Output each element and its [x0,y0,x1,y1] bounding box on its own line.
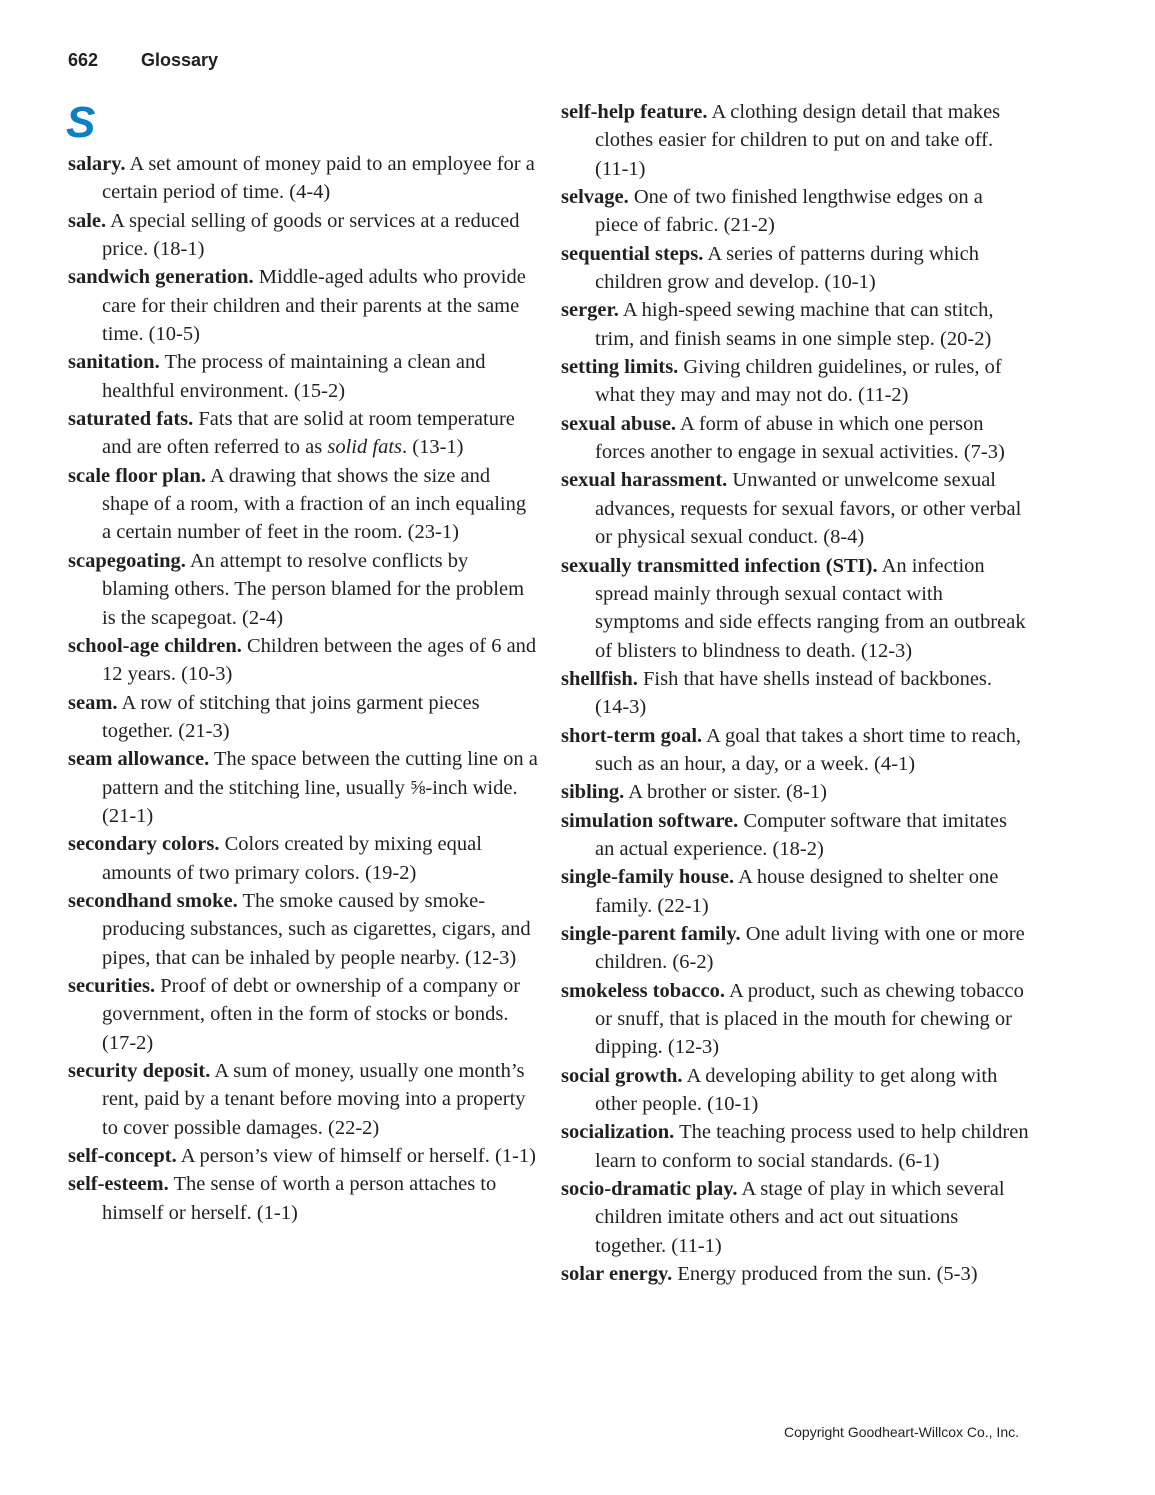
glossary-definition: A set amount of money paid to an employee for a certain period of time. (4-4) [102,153,535,204]
glossary-term: setting limits. [561,356,679,379]
glossary-entry [561,807,1029,864]
glossary-entry [68,745,538,830]
page-number: 662 [68,50,99,70]
glossary-term: securities. [68,974,156,997]
glossary-entry [561,863,1029,920]
glossary-entry [561,240,1029,297]
glossary-term: self-concept. [68,1145,177,1168]
glossary-entry [68,1170,538,1227]
glossary-definition: The space between the cutting line on a pattern and the stitching line, usually ⅝-inch wide. (21-1) [102,748,538,827]
glossary-definition: Proof of debt or ownership of a company or government, often in the form of stocks or bonds. (17-2) [102,974,521,1054]
glossary-definition: solid fats [327,436,402,459]
glossary-entry [561,665,1029,722]
glossary-definition: A form of abuse in which one person forces another to engage in sexual activities. (7-3) [595,412,1005,464]
glossary-term: school-age children. [68,634,242,657]
glossary-term: single-family house. [561,866,735,889]
glossary-definition: An attempt to resolve conflicts by blaming others. The person blamed for the problem is the scapegoat. (2-4) [102,549,525,629]
glossary-column-left [68,150,538,1227]
glossary-entry [561,1175,1029,1260]
glossary-term: saturated fats. [68,408,194,431]
glossary-term: serger. [561,299,619,322]
glossary-definition: A row of stitching that joins garment pieces together. (21-3) [102,691,480,742]
glossary-term: security deposit. [68,1060,211,1082]
glossary-term: single-parent family. [561,922,741,945]
glossary-term: self-esteem. [68,1173,169,1196]
glossary-definition: A goal that takes a short time to reach, such as an hour, a day, or a week. (4-1) [595,724,1021,775]
glossary-term: sexual harassment. [561,469,728,492]
glossary-entry [561,722,1029,779]
glossary-definition: Colors created by mixing equal amounts of two primary colors. (19-2) [102,833,482,884]
glossary-entry [68,263,538,348]
glossary-definition: The sense of worth a person attaches to himself or herself. (1-1) [102,1173,497,1224]
glossary-definition: A developing ability to get along with other people. (10-1) [595,1064,998,1116]
glossary-term: selvage. [561,186,629,209]
glossary-entry [561,977,1029,1062]
glossary-definition: One adult living with one or more children. (6-2) [595,922,1025,974]
glossary-entry [561,466,1029,551]
glossary-term: secondhand smoke. [68,889,238,912]
glossary-entry [561,410,1029,467]
glossary-entry [561,1062,1029,1119]
glossary-definition: A series of patterns during which children grow and develop. (10-1) [595,242,979,294]
glossary-entry [68,972,538,1057]
glossary-term: smokeless tobacco. [561,979,725,1002]
glossary-entry [68,207,538,264]
glossary-entry [68,689,538,746]
glossary-entry [561,353,1029,410]
glossary-term: sibling. [561,781,625,804]
glossary-definition: A drawing that shows the size and shape of a room, with a fraction of an inch equaling a certain number of feet in the room. (23-1) [102,464,527,544]
glossary-definition: A person’s view of himself or herself. (1-1) [176,1145,536,1168]
glossary-term: simulation software. [561,809,739,832]
glossary-entry [68,462,538,547]
glossary-definition: The teaching process used to help children learn to conform to social standards. (6-1) [595,1121,1029,1172]
glossary-definition: An infection spread mainly through sexual contact with symptoms and side effects ranging from an outbreak of blisters to blindness to death. (12-3) [595,554,1026,662]
glossary-definition: Unwanted or unwelcome sexual advances, requests for sexual favors, or other verbal or physical sexual conduct. (8-4) [595,469,1022,549]
glossary-term: sandwich generation. [68,266,254,289]
glossary-entry [68,405,538,462]
glossary-term: scale floor plan. [68,464,206,487]
glossary-term: sale. [68,209,107,232]
glossary-term: shellfish. [561,667,638,690]
glossary-definition: The process of maintaining a clean and healthful environment. (15-2) [102,351,486,402]
glossary-term: scapegoating. [68,549,186,572]
glossary-entry [68,150,538,207]
glossary-entry [561,98,1029,183]
glossary-entry [561,1260,1029,1288]
glossary-term: seam allowance. [68,748,210,771]
copyright-notice: Copyright Goodheart-Willcox Co., Inc. [784,1424,1019,1440]
glossary-definition: Giving children guidelines, or rules, of what they may and may not do. (11-2) [595,356,1002,407]
glossary-entry [561,552,1029,665]
glossary-definition: . (13-1) [402,436,464,459]
glossary-definition: A special selling of goods or services at a reduced price. (18-1) [102,209,520,261]
glossary-definition: A sum of money, usually one month’s rent, paid by a tenant before moving into a property to cover possible damages. (22-2) [102,1060,526,1139]
glossary-term: sexual abuse. [561,412,677,435]
glossary-term: solar energy. [561,1263,673,1286]
glossary-entry [561,183,1029,240]
glossary-term: sanitation. [68,351,160,374]
glossary-definition: Fish that have shells instead of backbones. (14-3) [595,667,993,719]
glossary-entry [561,1118,1029,1175]
glossary-entry [68,547,538,632]
glossary-definition: A product, such as chewing tobacco or snuff, that is placed in the mouth for chewing or dipping. (12-3) [595,979,1024,1059]
glossary-definition: Fats that are solid at room temperature and are often referred to as [102,408,515,459]
glossary-entry [561,920,1029,977]
glossary-term: social growth. [561,1064,683,1087]
section-title: Glossary [141,50,219,70]
glossary-term: self-help feature. [561,101,708,123]
glossary-definition: A clothing design detail that makes clothes easier for children to put on and take off. (11-1) [595,101,1001,180]
glossary-definition: Computer software that imitates an actual experience. (18-2) [595,809,1008,860]
glossary-definition: A high-speed sewing machine that can stitch, trim, and finish seams in one simple step. (20-2) [595,299,994,350]
glossary-definition: One of two finished lengthwise edges on a piece of fabric. (21-2) [595,186,983,237]
glossary-term: sexually transmitted infection (STI). [561,554,878,577]
glossary-term: secondary colors. [68,833,220,856]
glossary-term: sequential steps. [561,242,704,265]
glossary-column-right [561,98,1029,1288]
glossary-entry [68,887,538,972]
glossary-entry [561,778,1029,806]
glossary-entry [561,296,1029,353]
glossary-term: seam. [68,691,118,714]
glossary-entry [68,1057,538,1142]
glossary-definition: Middle-aged adults who provide care for their children and their parents at the same time. (10-5) [102,266,526,346]
running-header [68,50,218,71]
glossary-entry [68,830,538,887]
glossary-entry [68,348,538,405]
glossary-definition: A house designed to shelter one family. (22-1) [595,866,999,917]
glossary-definition: Energy produced from the sun. (5-3) [672,1263,978,1286]
glossary-term: short-term goal. [561,724,703,747]
glossary-entry [68,632,538,689]
glossary-term: socialization. [561,1121,675,1144]
glossary-definition: A brother or sister. (8-1) [624,781,827,804]
glossary-definition: The smoke caused by smoke-producing substances, such as cigarettes, cigars, and pipes, that can be inhaled by people nearby. (12-3) [102,889,531,969]
section-letter: S [66,98,96,147]
glossary-definition: A stage of play in which several children imitate others and act out situations together. (11-1) [595,1178,1005,1257]
glossary-entry [68,1142,538,1170]
glossary-term: salary. [68,153,126,175]
glossary-term: socio-dramatic play. [561,1178,738,1201]
glossary-definition: Children between the ages of 6 and 12 years. (10-3) [102,634,537,686]
